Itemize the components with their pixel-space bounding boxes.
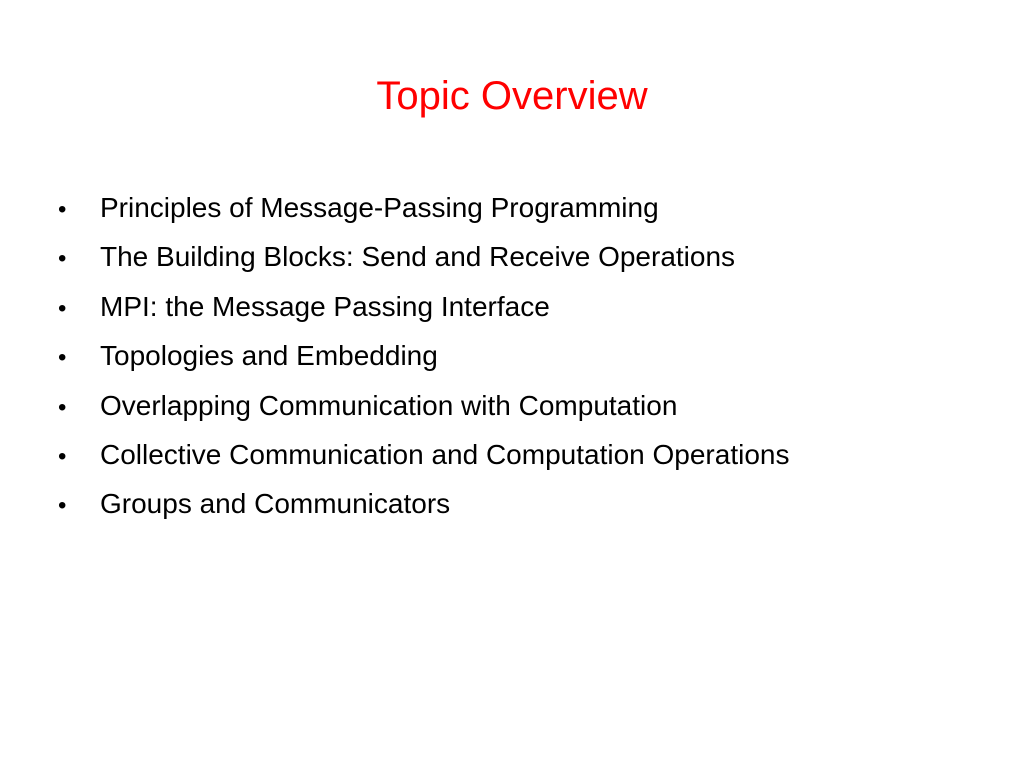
bullet-text: Groups and Communicators <box>100 488 451 520</box>
bullet-icon: • <box>58 294 67 322</box>
bullet-icon: • <box>58 442 67 470</box>
bullet-icon: • <box>58 196 67 223</box>
bullet-item <box>58 331 998 380</box>
bullet-item <box>58 282 998 331</box>
bullet-item <box>58 183 998 232</box>
bullet-icon: • <box>58 245 67 273</box>
bullet-text: Principles of Message-Passing Programming <box>100 192 659 223</box>
bullet-icon: • <box>58 393 67 421</box>
slide-title: Topic Overview <box>376 74 648 118</box>
bullet-text: Overlapping Communication with Computation <box>100 389 678 421</box>
bullet-text: Collective Communication and Computation Operations <box>100 438 790 470</box>
bullet-text: Topologies and Embedding <box>100 340 438 372</box>
bullet-icon: • <box>58 492 67 520</box>
bullet-text: MPI: the Message Passing Interface <box>100 290 550 322</box>
bullet-item <box>58 479 998 528</box>
bullet-item <box>58 232 998 281</box>
bullet-text: The Building Blocks: Send and Receive Operations <box>100 241 736 273</box>
bullet-icon: • <box>58 344 67 372</box>
bullet-list <box>58 183 998 529</box>
bullet-item <box>58 381 998 430</box>
bullet-item <box>58 430 998 479</box>
